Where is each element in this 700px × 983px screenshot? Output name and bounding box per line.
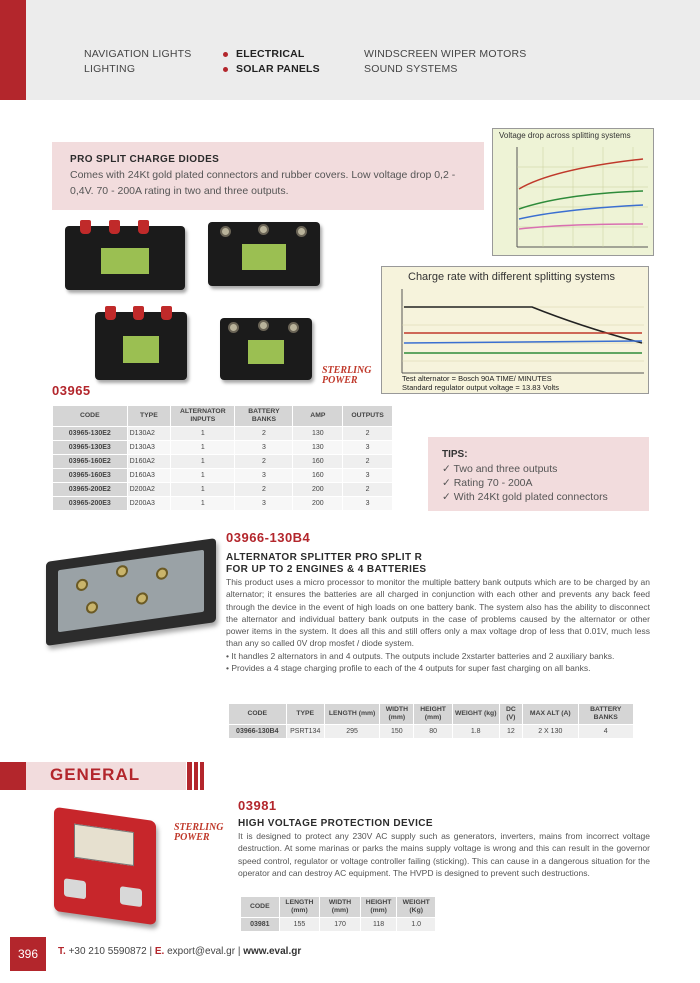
- table1-header-amp: AMP: [293, 406, 343, 427]
- table1-header-alternator-inputs: ALTERNATOR INPUTS: [171, 406, 235, 427]
- table2-header-type: TYPE: [286, 704, 324, 725]
- general-stripe: [187, 762, 192, 790]
- charge-rate-caption-1: Test alternator = Bosch 90A TIME/ MINUTES: [402, 374, 552, 383]
- footer-phone-label: T.: [58, 946, 66, 957]
- general-stripe: [194, 762, 198, 790]
- footer-contact: T. +30 210 5590872 | E. export@eval.gr | www.eval.gr: [58, 946, 302, 957]
- table-row: 03965-160E3 D160A3 1 3 160 3: [53, 469, 393, 483]
- hvpd-product-image: [48, 806, 158, 926]
- charge-rate-graph: [381, 266, 649, 394]
- tips-title: TIPS:: [442, 449, 468, 460]
- nav-link-electrical[interactable]: ELECTRICAL: [236, 47, 320, 62]
- general-stripe: [200, 762, 204, 790]
- tip-item: ✓ With 24Kt gold plated connectors: [442, 491, 608, 503]
- table-row: 03981 155 170 118 1.0: [241, 918, 436, 932]
- section2-bullet-1: • It handles 2 alternators in and 4 outputs. The outputs include 2xstarter batteries and 2 auxiliary banks.: [226, 650, 615, 661]
- table1-header-code: CODE: [53, 406, 128, 427]
- nav-column-1: [84, 47, 191, 77]
- footer-email-label: E.: [154, 946, 165, 957]
- check-icon: ✓: [442, 463, 454, 475]
- table2-header-height: HEIGHT (mm): [414, 704, 452, 725]
- section2-title-line1: ALTERNATOR SPLITTER PRO SPLIT R: [226, 552, 423, 563]
- table1-header-type: TYPE: [127, 406, 171, 427]
- table2-header-length: LENGTH (mm): [324, 704, 379, 725]
- section3-code: 03981: [238, 798, 277, 813]
- section2-description-block: [226, 576, 650, 674]
- charge-rate-graph-title: Charge rate with different splitting systems: [408, 271, 616, 283]
- section3-title: HIGH VOLTAGE PROTECTION DEVICE: [238, 818, 433, 829]
- nav-column-3: [364, 47, 527, 77]
- charge-rate-caption-2: Standard regulator output voltage = 13.83 Volts: [402, 383, 559, 392]
- section3-description: It is designed to protect any 230V AC supply such as generators, inverters, mains from incorrect voltage destruction. At some marinas or parks the mains supply voltage is wrong and this can result in the governor speed control, regulator or voltage controller failing (sticking). This can cause in a dangerous situation for the operator and can destroy AC equipment. The HVPD is designed to prevent such destructions.: [238, 831, 650, 878]
- table-row: 03965-130E2 D130A2 1 2 130 2: [53, 427, 393, 441]
- table2-header-code: CODE: [229, 704, 287, 725]
- tip-item: ✓ Rating 70 - 200A: [442, 477, 533, 489]
- diode-image-3: [95, 312, 187, 380]
- general-banner: [26, 762, 186, 790]
- table2-header-max-alt: MAX ALT (A): [523, 704, 578, 725]
- diode-image-1: [65, 226, 185, 290]
- table-row: 03965-130E3 D130A3 1 3 130 3: [53, 441, 393, 455]
- table3-header-length: LENGTH (mm): [279, 897, 320, 918]
- table-row: 03965-160E2 D160A2 1 2 160 2: [53, 455, 393, 469]
- tips-list: [442, 462, 608, 504]
- table3-header-code: CODE: [241, 897, 280, 918]
- table2-header-width: WIDTH (mm): [380, 704, 414, 725]
- table3-header-width: WIDTH (mm): [320, 897, 361, 918]
- general-heading: GENERAL: [50, 765, 141, 784]
- table1-header-battery-banks: BATTERY BANKS: [235, 406, 293, 427]
- section2-spec-table: [228, 703, 634, 739]
- table1-header-outputs: OUTPUTS: [343, 406, 393, 427]
- splitter-product-image: [40, 540, 218, 640]
- nav-link-sound-systems[interactable]: SOUND SYSTEMS: [364, 63, 458, 75]
- table2-header-weight: WEIGHT (kg): [452, 704, 499, 725]
- section1-title: PRO SPLIT CHARGE DIODES: [70, 154, 220, 165]
- tips-box: [428, 437, 649, 511]
- section2-code: 03966-130B4: [226, 530, 311, 545]
- section2-bullet-2: • Provides a 4 stage charging profile to each of the 4 outputs for super fast charging on all banks.: [226, 663, 591, 674]
- nav-link-solar-panels[interactable]: SOLAR PANELS: [236, 63, 320, 75]
- table2-header-dc: DC (V): [499, 704, 522, 725]
- nav-column-2: [236, 47, 320, 77]
- general-red-tab: [0, 762, 26, 790]
- section3-spec-table: [240, 896, 436, 932]
- section1-code: 03965: [52, 383, 91, 398]
- check-icon: ✓: [442, 477, 454, 489]
- table3-header-weight: WEIGHT (Kg): [397, 897, 436, 918]
- nav-link-navigation-lights[interactable]: NAVIGATION LIGHTS: [84, 48, 192, 60]
- page-number: 396: [10, 937, 46, 971]
- section1-description: Comes with 24Kt gold plated connectors and rubber covers. Low voltage drop 0,2 - 0,4V. 70 - 200A rating in two and three outputs.: [70, 169, 456, 197]
- voltage-drop-graph: [492, 128, 654, 256]
- voltage-drop-graph-title: Voltage drop across splitting systems: [499, 131, 631, 140]
- footer-email[interactable]: export@eval.gr: [167, 946, 236, 957]
- sterling-power-logo-2: STERLING POWER: [174, 822, 224, 843]
- sterling-power-logo-1: STERLING POWER: [322, 365, 372, 386]
- section1-intro-box: [52, 142, 484, 210]
- section2-title-line2: FOR UP TO 2 ENGINES & 4 BATTERIES: [226, 564, 427, 575]
- table-row: 03965-200E3 D200A3 1 3 200 3: [53, 497, 393, 511]
- table3-header-height: HEIGHT (mm): [360, 897, 397, 918]
- table-row: 03965-200E2 D200A2 1 2 200 2: [53, 483, 393, 497]
- section2-description: This product uses a micro processor to monitor the multiple battery bank outputs which are to be charged by an alternator; it ensures the batteries are all charged in conjunction with each other and prevents any back feed through the device in the event of high loads on one battery bank. The system also has the ability to disconnect the alternator and individual battery bank outputs in the case of problems caused by the alternator or other power items in the system. It does all this and still offers only a max voltage drop of less that 0.01V, much less than any so called 0V drop mosfet / diode system.: [226, 577, 650, 649]
- diode-image-4: [220, 318, 312, 380]
- diode-image-2: [208, 222, 320, 286]
- section1-spec-table: [52, 405, 393, 511]
- tip-item: ✓ Two and three outputs: [442, 463, 558, 475]
- footer-website[interactable]: www.eval.gr: [243, 946, 302, 957]
- nav-link-lighting[interactable]: LIGHTING: [84, 63, 136, 75]
- nav-link-windscreen-wiper-motors[interactable]: WINDSCREEN WIPER MOTORS: [364, 48, 527, 60]
- header-red-tab: [0, 0, 26, 100]
- check-icon: ✓: [442, 491, 454, 503]
- voltage-drop-graph-lines: [493, 129, 655, 257]
- table2-header-battery-banks: BATTERY BANKS: [578, 704, 634, 725]
- footer-phone: +30 210 5590872: [68, 946, 147, 957]
- table-row: 03966-130B4 PSRT134 295 150 80 1.8 12 2 X 130 4: [229, 725, 634, 739]
